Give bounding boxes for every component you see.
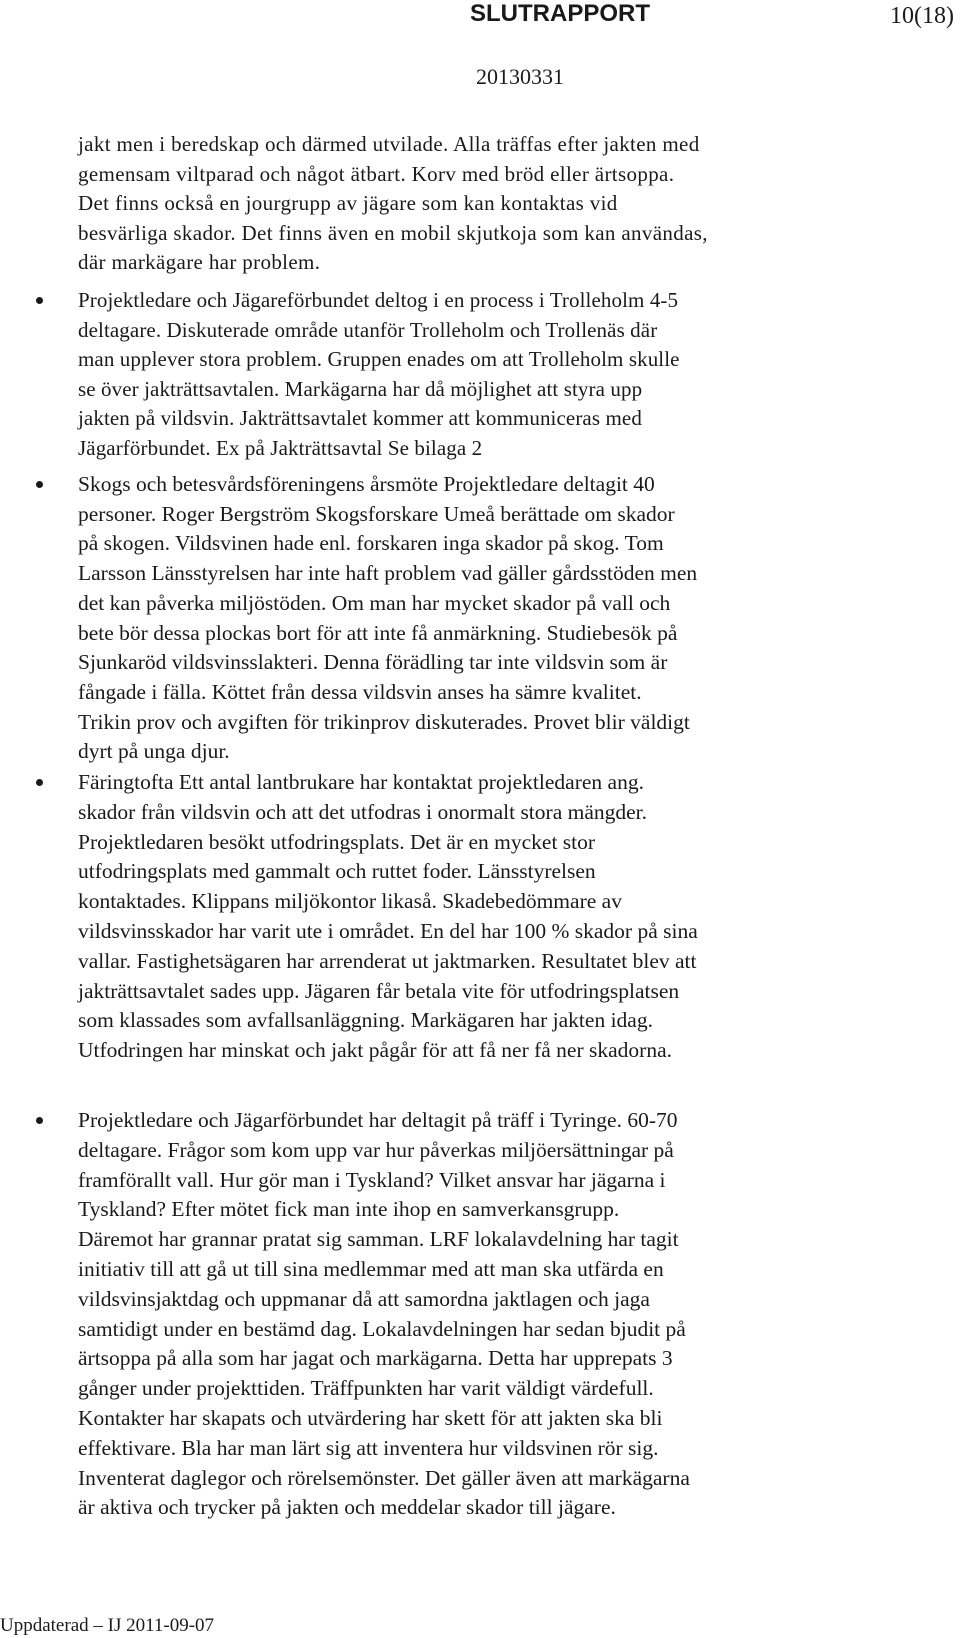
text-line: kontaktades. Klippans miljökontor likaså. Skadebedömmare av bbox=[78, 889, 622, 914]
text-line: jakt men i beredskap och därmed utvilade. Alla träffas efter jakten med bbox=[78, 132, 700, 156]
text-line: vildsvinsjaktdag och uppmanar då att samordna jaktlagen och jaga bbox=[78, 1286, 650, 1311]
text-line: vildsvinsskador har varit ute i området. En del har 100 % skador på sina bbox=[78, 919, 698, 943]
bullet-icon bbox=[36, 1117, 43, 1124]
text-line: effektivare. Bla har man lärt sig att inventera hur vildsvinen rör sig. bbox=[78, 1435, 659, 1460]
text-line: där markägare har problem. bbox=[78, 250, 321, 274]
text-line: som klassades som avfallsanläggning. Markägaren har jakten idag. bbox=[78, 1008, 653, 1033]
text-line: dyrt på unga djur. bbox=[78, 739, 230, 764]
bullet-icon bbox=[36, 297, 43, 304]
text-line: Larsson Länsstyrelsen har inte haft problem vad gäller gårdsstöden men bbox=[78, 561, 698, 586]
text-line: Projektledaren besökt utfodringsplats. Det är en mycket stor bbox=[78, 829, 596, 854]
text-line: ärtsoppa på alla som har jagat och markägarna. Detta har upprepats 3 bbox=[78, 1346, 673, 1371]
text-line: besvärliga skador. Det finns även en mobil skjutkoja som kan användas, bbox=[78, 220, 708, 245]
text-line: skador från vildsvin och att det utfodras i onormalt stora mängder. bbox=[78, 799, 648, 824]
text-line: Projektledare och Jägarförbundet har deltagit på träff i Tyringe. 60-70 bbox=[78, 1108, 678, 1132]
text-line: initiativ till att gå ut till sina medlemmar med att man ska utfärda en bbox=[78, 1257, 664, 1281]
text-line: deltagare. Frågor som kom upp var hur påverkas miljöersättningar på bbox=[78, 1137, 674, 1162]
text-line: personer. Roger Bergström Skogsforskare Umeå berättade om skador bbox=[78, 501, 675, 526]
text-line: Däremot har grannar pratat sig samman. LRF lokalavdelning har tagit bbox=[78, 1227, 679, 1252]
text-line: deltagare. Diskuterade område utanför Trolleholm och Trollenäs där bbox=[78, 317, 658, 342]
document-date: 20130331 bbox=[476, 64, 564, 89]
text-line: utfodringsplats med gammalt och ruttet foder. Länsstyrelsen bbox=[78, 859, 596, 884]
text-line: samtidigt under en bestämd dag. Lokalavdelningen har sedan bjudit på bbox=[78, 1316, 686, 1341]
text-line: Kontakter har skapats och utvärdering har skett för att jakten ska bli bbox=[78, 1406, 663, 1430]
text-line: Jägarförbundet. Ex på Jakträttsavtal Se bilaga 2 bbox=[78, 436, 483, 460]
text-line: man upplever stora problem. Gruppen enades om att Trolleholm skulle bbox=[78, 347, 680, 372]
text-line: Inventerat daglegor och rörelsemönster. Det gäller även att markägarna bbox=[78, 1465, 690, 1490]
text-line: gemensam viltparad och något ätbart. Korv med bröd eller ärtsoppa. bbox=[78, 161, 675, 186]
text-line: jakten på vildsvin. Jakträttsavtalet kommer att kommuniceras med bbox=[78, 406, 642, 431]
bullet-icon bbox=[36, 779, 43, 786]
text-line: vallar. Fastighetsägaren har arrenderat ut jaktmarken. Resultatet blev att bbox=[78, 948, 697, 973]
text-line: Projektledare och Jägareförbundet deltog i en process i Trolleholm 4-5 bbox=[78, 288, 679, 312]
text-line: jakträttsavtalet sades upp. Jägaren får betala vite för utfodringsplatsen bbox=[78, 978, 680, 1003]
text-line: bete bör dessa plockas bort för att inte få anmärkning. Studiebesök på bbox=[78, 620, 678, 645]
document-title: SLUTRAPPORT bbox=[470, 0, 650, 27]
text-line: Det finns också en jourgrupp av jägare som kan kontaktas vid bbox=[78, 191, 618, 215]
text-line: är aktiva och trycker på jakten och meddelar skador till jägare. bbox=[78, 1495, 616, 1520]
text-line: Skogs och betesvårdsföreningens årsmöte Projektledare deltagit 40 bbox=[78, 472, 655, 496]
text-line: Sjunkaröd vildsvinsslakteri. Denna förädling tar inte vildsvin som är bbox=[78, 650, 668, 675]
text-line: framförallt vall. Hur gör man i Tyskland? Vilket ansvar har jägarna i bbox=[78, 1167, 666, 1192]
text-line: på skogen. Vildsvinen hade enl. forskaren inga skador på skog. Tom bbox=[78, 531, 664, 556]
text-line: Färingtofta Ett antal lantbrukare har kontaktat projektledaren ang. bbox=[78, 770, 644, 794]
text-line: fångade i fälla. Köttet från dessa vildsvin anses ha sämre kvalitet. bbox=[78, 679, 642, 704]
text-line: Utfodringen har minskat och jakt pågår för att få ner få ner skadorna. bbox=[78, 1038, 673, 1063]
page-number: 10(18) bbox=[890, 3, 954, 29]
text-line: se över jakträttsavtalen. Markägarna har då möjlighet att styra upp bbox=[78, 376, 643, 401]
text-line: Tyskland? Efter mötet fick man inte ihop en samverkansgrupp. bbox=[78, 1197, 620, 1222]
text-line: gånger under projekttiden. Träffpunkten har varit väldigt värdefull. bbox=[78, 1376, 654, 1401]
text-line: Trikin prov och avgiften för trikinprov diskuterades. Provet blir väldigt bbox=[78, 709, 690, 734]
bullet-icon bbox=[36, 481, 43, 488]
text-line: det kan påverka miljöstöden. Om man har mycket skador på vall och bbox=[78, 590, 671, 615]
footer-updated: Uppdaterad – IJ 2011-09-07 bbox=[0, 1615, 215, 1636]
